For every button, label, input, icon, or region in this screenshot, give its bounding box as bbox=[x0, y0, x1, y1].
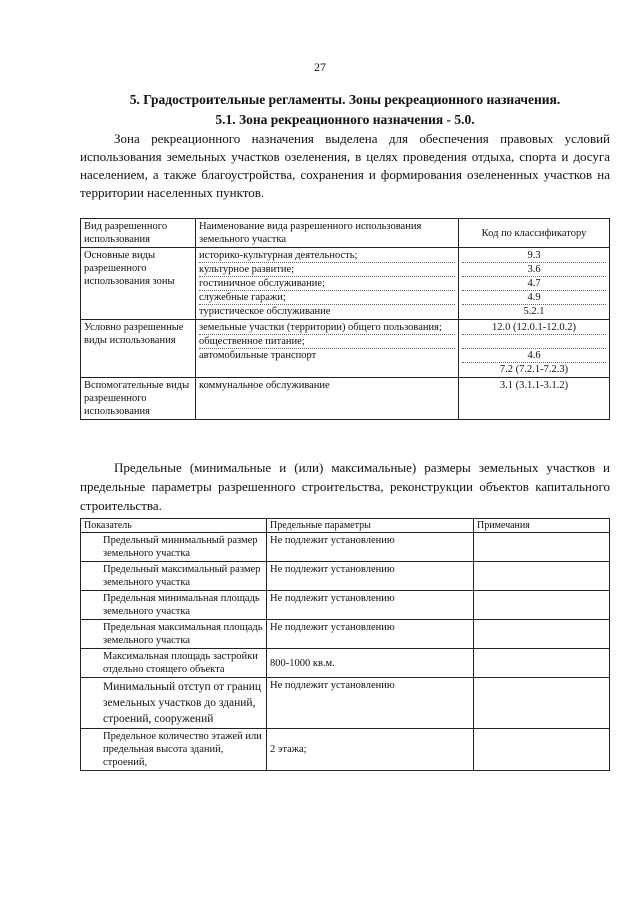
section-heading: 5. Градостроительные регламенты. Зоны рекреационного назначения. bbox=[129, 92, 561, 107]
table-row bbox=[81, 248, 610, 320]
use-category: Вспомогательные виды разрешенного использования bbox=[81, 378, 196, 420]
value-cell: Не подлежит установлению bbox=[267, 591, 474, 620]
indicator-cell: Предельное количество этажей или предельная высота зданий, строений, bbox=[81, 729, 267, 771]
note-cell bbox=[474, 533, 610, 562]
use-code: 3.6 bbox=[462, 263, 606, 277]
table-header-cell: Вид разрешенного использования bbox=[81, 219, 196, 248]
use-name: культурное развитие; bbox=[199, 263, 455, 277]
table-row bbox=[81, 533, 610, 562]
use-codes bbox=[459, 320, 610, 378]
use-code: 9.3 bbox=[462, 249, 606, 263]
use-code: 5.2.1 bbox=[523, 306, 545, 317]
use-names bbox=[196, 248, 459, 320]
value-cell: Не подлежит установлению bbox=[267, 678, 474, 729]
value-cell: Не подлежит установлению bbox=[267, 562, 474, 591]
note-cell bbox=[474, 678, 610, 729]
use-code: 4.9 bbox=[462, 291, 606, 305]
use-name: коммунальное обслуживание bbox=[199, 380, 330, 391]
indicator-cell: Предельный максимальный размер земельного участка bbox=[81, 562, 267, 591]
note-cell bbox=[474, 649, 610, 678]
page-number: 27 bbox=[314, 60, 326, 74]
use-name: историко-культурная деятельность; bbox=[199, 249, 455, 263]
table-row bbox=[81, 378, 610, 420]
subsection-heading: 5.1. Зона рекреационного назначения - 5.0. bbox=[215, 112, 475, 127]
indicator-cell: Минимальный отступ от границ земельных участков до зданий, строений, сооружений bbox=[81, 678, 267, 729]
limits-table bbox=[80, 518, 610, 771]
use-name: автомобильные транспорт bbox=[199, 350, 317, 361]
table-header-cell: Код по классификатору bbox=[459, 219, 610, 248]
value-cell: 800-1000 кв.м. bbox=[267, 649, 474, 678]
indicator-cell: Предельная минимальная площадь земельного участка bbox=[81, 591, 267, 620]
use-name: гостиничное обслуживание; bbox=[199, 277, 455, 291]
note-cell bbox=[474, 562, 610, 591]
limits-paragraph-text: Предельные (минимальные и (или) максимальные) размеры земельных участков и предельные параметры разрешенного строительства, реконструкции объектов капитального строительства. bbox=[80, 460, 610, 513]
use-code: 7.2 (7.2.1-7.2.3) bbox=[499, 364, 569, 375]
use-codes bbox=[459, 378, 610, 420]
use-name: туристическое обслуживание bbox=[199, 306, 331, 317]
use-names bbox=[196, 378, 459, 420]
table-row bbox=[81, 729, 610, 771]
table-header-cell: Показатель bbox=[81, 519, 267, 533]
value-cell: Не подлежит установлению bbox=[267, 533, 474, 562]
table-header-cell: Примечания bbox=[474, 519, 610, 533]
note-cell bbox=[474, 729, 610, 771]
table-row bbox=[81, 591, 610, 620]
use-name: служебные гаражи; bbox=[199, 291, 455, 305]
table-row bbox=[81, 649, 610, 678]
use-code: 4.6 bbox=[462, 349, 606, 363]
indicator-cell: Максимальная площадь застройки отдельно стоящего объекта bbox=[81, 649, 267, 678]
use-code: 12.0 (12.0.1-12.0.2) bbox=[462, 321, 606, 335]
indicator-cell: Предельная максимальная площадь земельного участка bbox=[81, 620, 267, 649]
note-cell bbox=[474, 591, 610, 620]
limits-paragraph bbox=[80, 458, 610, 515]
use-code: 4.7 bbox=[462, 277, 606, 291]
use-name: земельные участки (территории) общего пользования; bbox=[199, 321, 455, 335]
table-row bbox=[81, 562, 610, 591]
indicator-cell: Предельный минимальный размер земельного участка bbox=[81, 533, 267, 562]
intro-paragraph bbox=[80, 130, 610, 202]
use-codes bbox=[459, 248, 610, 320]
table-header-row bbox=[81, 219, 610, 248]
table-header-row bbox=[81, 519, 610, 533]
use-category: Условно разрешенные виды использования bbox=[81, 320, 196, 378]
table-row bbox=[81, 620, 610, 649]
table-header-cell: Предельные параметры bbox=[267, 519, 474, 533]
use-names bbox=[196, 320, 459, 378]
note-cell bbox=[474, 620, 610, 649]
use-code bbox=[462, 335, 606, 349]
value-cell: 2 этажа; bbox=[267, 729, 474, 771]
use-name: общественное питание; bbox=[199, 335, 455, 349]
table-row bbox=[81, 678, 610, 729]
intro-paragraph-text: Зона рекреационного назначения выделена для обеспечения правовых условий использования земельных участков озеленения, в целях проведения отдыха, спорта и досуга населением, а также благоустройства, сохранения и формирования озелененных участков на территории населенных пунктов. bbox=[80, 131, 610, 200]
value-cell: Не подлежит установлению bbox=[267, 620, 474, 649]
use-code: 3.1 (3.1.1-3.1.2) bbox=[499, 380, 569, 391]
permitted-uses-table bbox=[80, 218, 610, 420]
use-category: Основные виды разрешенного использования зоны bbox=[81, 248, 196, 320]
table-header-cell: Наименование вида разрешенного использования земельного участка bbox=[196, 219, 459, 248]
table-row bbox=[81, 320, 610, 378]
